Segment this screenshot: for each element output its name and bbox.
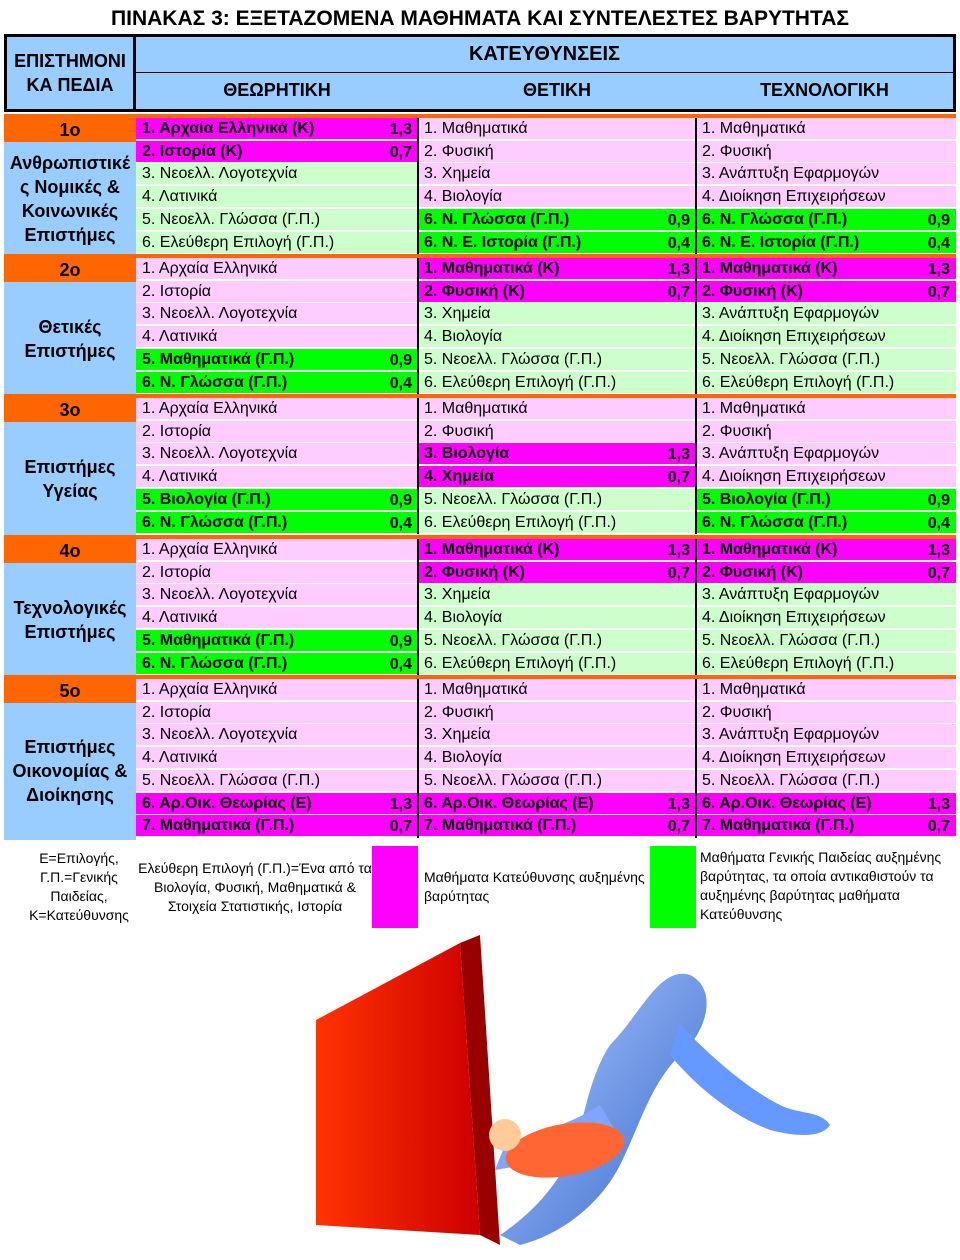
weight-coefficient: 0,9 bbox=[927, 491, 950, 509]
subject-name: 4. Διοίκηση Επιχειρήσεων bbox=[702, 468, 886, 486]
legend-green-desc: Μαθήματα Γενικής Παιδείας αυξημένης βαρύτητας, τα οποία αντικαθιστούν τα αυξημένης βαρύτητας μαθήματα Κατεύθυνσης bbox=[700, 849, 942, 922]
subject-name: 4. Βιολογία bbox=[424, 328, 503, 346]
subject-name: 6. Ν. Ε. Ιστορία (Γ.Π.) bbox=[424, 233, 582, 251]
subject-name: 2. Φυσική bbox=[424, 142, 494, 160]
subject-cell bbox=[696, 512, 956, 534]
subject-name: 1. Μαθηματικά (Κ) bbox=[424, 541, 560, 558]
subject-cell bbox=[136, 815, 418, 837]
column-header-theoretical: ΘΕΩΡΗΤΙΚΗ bbox=[136, 72, 418, 112]
subject-name: 3. Νεοελλ. Λογοτεχνία bbox=[142, 445, 298, 463]
subject-name: 1. Αρχαία Ελληνικά bbox=[142, 260, 278, 277]
subject-name: 6. Ν. Ε. Ιστορία (Γ.Π.) bbox=[702, 233, 860, 251]
weight-coefficient: 1,3 bbox=[389, 795, 412, 813]
subject-cell bbox=[696, 679, 956, 701]
subject-cell bbox=[418, 141, 696, 163]
subject-name: 4. Λατινικά bbox=[142, 609, 218, 627]
column-separator bbox=[695, 539, 697, 675]
subject-cell bbox=[136, 584, 418, 606]
subject-cell bbox=[418, 398, 696, 420]
subject-cell bbox=[418, 232, 696, 254]
section-name: Ανθρωπιστικέ ς Νομικές & Κοινωνικές Επιστήμες bbox=[9, 153, 131, 246]
legend-green-swatch bbox=[650, 846, 696, 928]
subject-name: 4. Διοίκηση Επιχειρήσεων bbox=[702, 609, 886, 627]
subject-cell bbox=[136, 349, 418, 371]
subject-cell bbox=[696, 163, 956, 185]
subject-name: 4. Λατινικά bbox=[142, 328, 218, 346]
column-header-technological: ΤΕΧΝΟΛΟΓΙΚΗ bbox=[696, 72, 956, 112]
subject-cell bbox=[696, 398, 956, 420]
subject-cell bbox=[418, 326, 696, 348]
weight-coefficient: 1,3 bbox=[667, 542, 690, 559]
weight-coefficient: 1,3 bbox=[927, 795, 950, 813]
figure-body bbox=[500, 974, 707, 1245]
subject-cell bbox=[136, 793, 418, 815]
subject-cell bbox=[696, 186, 956, 208]
subject-cell bbox=[418, 118, 696, 140]
subject-name: 2. Φυσική (Κ) bbox=[702, 563, 803, 581]
subject-cell bbox=[136, 163, 418, 185]
subject-name: 1. Μαθηματικά bbox=[702, 120, 806, 137]
subject-name: 6. Ν. Γλώσσα (Γ.Π.) bbox=[142, 513, 288, 531]
subject-name: 1. Μαθηματικά (Κ) bbox=[702, 260, 838, 277]
subject-name: 5. Νεοελλ. Γλώσσα (Γ.Π.) bbox=[702, 350, 881, 368]
weight-coefficient: 0,7 bbox=[927, 564, 950, 582]
subject-cell bbox=[418, 679, 696, 701]
subject-name: 1. Αρχαία Ελληνικά bbox=[142, 681, 278, 698]
subject-cell bbox=[136, 443, 418, 465]
subject-cell bbox=[696, 815, 956, 837]
subject-name: 6. Ελεύθερη Επιλογή (Γ.Π.) bbox=[424, 654, 617, 672]
fields-header: ΕΠΙΣΤΗΜΟΝΙ ΚΑ ΠΕΔΙΑ bbox=[4, 34, 136, 112]
subject-cell bbox=[136, 562, 418, 584]
subject-name: 6. Αρ.Οικ. Θεωρίας (Ε) bbox=[702, 794, 872, 812]
column-separator bbox=[695, 118, 697, 254]
subject-cell bbox=[696, 562, 956, 584]
subject-cell bbox=[418, 512, 696, 534]
subject-name: 5. Νεοελλ. Γλώσσα (Γ.Π.) bbox=[142, 771, 321, 789]
subject-cell bbox=[696, 630, 956, 652]
subject-cell bbox=[418, 747, 696, 769]
subject-cell bbox=[696, 584, 956, 606]
subject-name: 3. Χημεία bbox=[424, 305, 491, 323]
weight-coefficient: 1,3 bbox=[667, 795, 690, 813]
subject-cell bbox=[418, 724, 696, 746]
subject-cell bbox=[136, 512, 418, 534]
weight-coefficient: 0,4 bbox=[667, 234, 690, 252]
subject-cell bbox=[136, 303, 418, 325]
subject-name: 1. Αρχαία Ελληνικά bbox=[142, 541, 278, 558]
subject-cell bbox=[418, 702, 696, 724]
subject-cell bbox=[418, 466, 696, 488]
subject-cell bbox=[696, 466, 956, 488]
page-title: ΠΙΝΑΚΑΣ 3: ΕΞΕΤΑΖΟΜΕΝΑ ΜΑΘΗΜΑΤΑ ΚΑΙ ΣΥΝΤΕΛΕΣΤΕΣ ΒΑΡΥΤΗΤΑΣ bbox=[110, 7, 850, 30]
column-separator bbox=[417, 679, 419, 838]
subject-name: 5. Νεοελλ. Γλώσσα (Γ.Π.) bbox=[424, 771, 603, 789]
subject-cell bbox=[418, 163, 696, 185]
weight-coefficient: 0,9 bbox=[389, 491, 412, 509]
legend-abbreviations: Ε=Επιλογής, Γ.Π.=Γενικής Παιδείας, Κ=Κατεύθυνσης bbox=[29, 850, 129, 923]
subject-cell bbox=[418, 186, 696, 208]
subject-cell bbox=[696, 141, 956, 163]
subject-cell bbox=[418, 349, 696, 371]
subject-name: 2. Φυσική (Κ) bbox=[424, 563, 525, 581]
subject-name: 4. Χημεία bbox=[424, 468, 494, 486]
column-separator bbox=[695, 258, 697, 394]
subject-name: 1. Μαθηματικά (Κ) bbox=[702, 541, 838, 558]
subject-cell bbox=[696, 372, 956, 394]
subject-name: 2. Φυσική (Κ) bbox=[424, 282, 525, 300]
subject-name: 2. Φυσική bbox=[702, 422, 772, 440]
subject-cell bbox=[696, 258, 956, 280]
subject-cell bbox=[136, 326, 418, 348]
weight-coefficient: 0,4 bbox=[389, 655, 412, 673]
subject-cell bbox=[696, 607, 956, 629]
subject-name: 7. Μαθηματικά (Γ.Π.) bbox=[702, 817, 855, 835]
subject-name: 3. Νεοελλ. Λογοτεχνία bbox=[142, 726, 298, 744]
subject-name: 2. Φυσική bbox=[702, 142, 772, 160]
subject-cell bbox=[696, 770, 956, 792]
weight-coefficient: 0,7 bbox=[667, 283, 690, 301]
subject-cell bbox=[418, 489, 696, 511]
section-name: Θετικές Επιστήμες bbox=[24, 317, 116, 362]
subject-cell bbox=[696, 489, 956, 511]
subject-name: 1. Μαθηματικά bbox=[424, 400, 528, 417]
section-number: 5ο bbox=[4, 679, 136, 703]
figure-leg bbox=[670, 1025, 830, 1135]
subject-cell bbox=[136, 770, 418, 792]
subject-name: 5. Νεοελλ. Γλώσσα (Γ.Π.) bbox=[142, 210, 321, 228]
weight-coefficient: 0,9 bbox=[927, 211, 950, 229]
subject-cell bbox=[136, 141, 418, 163]
subject-cell bbox=[136, 724, 418, 746]
section-label bbox=[4, 539, 136, 677]
subject-name: 6. Ελεύθερη Επιλογή (Γ.Π.) bbox=[702, 654, 895, 672]
subject-cell bbox=[696, 793, 956, 815]
subject-name: 1. Μαθηματικά (Κ) bbox=[424, 260, 560, 277]
subject-name: 4. Λατινικά bbox=[142, 749, 218, 767]
subject-name: 6. Ν. Γλώσσα (Γ.Π.) bbox=[142, 373, 288, 391]
weight-coefficient: 1,3 bbox=[927, 542, 950, 559]
subject-cell bbox=[696, 443, 956, 465]
legend-free-choice: Ελεύθερη Επιλογή (Γ.Π.)=Ένα από τα Βιολογία, Φυσική, Μαθηματικά & Στοιχεία Στατιστικής, Ιστορία bbox=[138, 859, 372, 914]
subject-cell bbox=[136, 702, 418, 724]
subject-cell bbox=[418, 303, 696, 325]
subject-name: 3. Νεοελλ. Λογοτεχνία bbox=[142, 586, 298, 604]
subject-name: 3. Ανάπτυξη Εφαρμογών bbox=[702, 445, 880, 463]
subject-cell bbox=[418, 770, 696, 792]
weight-coefficient: 0,9 bbox=[389, 632, 412, 650]
subject-cell bbox=[418, 421, 696, 443]
weight-coefficient: 0,7 bbox=[667, 818, 690, 836]
subject-name: 2. Ιστορία (Κ) bbox=[142, 142, 243, 160]
section-label bbox=[4, 258, 136, 396]
subject-name: 1. Μαθηματικά bbox=[424, 120, 528, 137]
weight-coefficient: 0,7 bbox=[389, 818, 412, 836]
subject-cell bbox=[136, 258, 418, 280]
subject-name: 2. Φυσική bbox=[702, 703, 772, 721]
column-header-positive: ΘΕΤΙΚΗ bbox=[418, 72, 696, 112]
subject-cell bbox=[136, 186, 418, 208]
subject-name: 6. Ν. Γλώσσα (Γ.Π.) bbox=[142, 654, 288, 672]
subject-cell bbox=[696, 303, 956, 325]
section-number: 4ο bbox=[4, 539, 136, 563]
subject-cell bbox=[136, 747, 418, 769]
subject-name: 2. Φυσική bbox=[424, 703, 494, 721]
section-label bbox=[4, 398, 136, 536]
subject-cell bbox=[418, 793, 696, 815]
subject-cell bbox=[696, 118, 956, 140]
subject-cell bbox=[136, 653, 418, 675]
student-clipart bbox=[0, 935, 960, 1255]
subject-name: 3. Ανάπτυξη Εφαρμογών bbox=[702, 586, 880, 604]
subject-cell bbox=[136, 209, 418, 231]
section-label bbox=[4, 118, 136, 256]
subject-cell bbox=[418, 258, 696, 280]
subject-name: 1. Μαθηματικά bbox=[702, 400, 806, 417]
subject-name: 3. Νεοελλ. Λογοτεχνία bbox=[142, 305, 298, 323]
subject-cell bbox=[136, 679, 418, 701]
subject-name: 3. Βιολογία bbox=[424, 445, 510, 463]
section-name: Επιστήμες Υγείας bbox=[24, 457, 116, 502]
subject-name: 3. Χημεία bbox=[424, 726, 491, 744]
subject-name: 5. Μαθηματικά (Γ.Π.) bbox=[142, 350, 295, 368]
subject-cell bbox=[418, 209, 696, 231]
subject-cell bbox=[136, 232, 418, 254]
subject-name: 1. Αρχαία Ελληνικά bbox=[142, 400, 278, 417]
subject-name: 4. Λατινικά bbox=[142, 188, 218, 206]
subject-cell bbox=[696, 232, 956, 254]
subject-name: 4. Λατινικά bbox=[142, 468, 218, 486]
subject-name: 4. Διοίκηση Επιχειρήσεων bbox=[702, 749, 886, 767]
subject-name: 4. Διοίκηση Επιχειρήσεων bbox=[702, 328, 886, 346]
subject-cell bbox=[696, 747, 956, 769]
section-name: Επιστήμες Οικονομίας & Διοίκησης bbox=[12, 737, 128, 806]
subject-name: 3. Χημεία bbox=[424, 165, 491, 183]
legend-pink-swatch bbox=[372, 846, 418, 928]
subject-cell bbox=[418, 443, 696, 465]
weight-coefficient: 1,3 bbox=[667, 261, 690, 278]
section-number: 1ο bbox=[4, 118, 136, 142]
column-separator bbox=[417, 539, 419, 675]
weight-coefficient: 0,4 bbox=[389, 374, 412, 392]
subject-cell bbox=[136, 281, 418, 303]
subject-name: 7. Μαθηματικά (Γ.Π.) bbox=[424, 817, 577, 835]
subject-name: 1. Μαθηματικά bbox=[702, 681, 806, 698]
subject-cell bbox=[418, 372, 696, 394]
subject-cell bbox=[696, 539, 956, 561]
weight-coefficient: 0,7 bbox=[667, 469, 690, 487]
subject-cell bbox=[418, 607, 696, 629]
weight-coefficient: 0,4 bbox=[389, 514, 412, 532]
doorway-panel bbox=[316, 943, 480, 1235]
subject-cell bbox=[136, 421, 418, 443]
subject-cell bbox=[136, 466, 418, 488]
weight-coefficient: 1,3 bbox=[389, 121, 412, 138]
section-number: 2ο bbox=[4, 258, 136, 282]
subject-cell bbox=[418, 539, 696, 561]
weight-coefficient: 0,9 bbox=[389, 351, 412, 369]
subject-cell bbox=[696, 702, 956, 724]
subject-name: 5. Βιολογία (Γ.Π.) bbox=[142, 490, 271, 508]
subject-cell bbox=[136, 607, 418, 629]
subject-cell bbox=[418, 815, 696, 837]
subject-name: 5. Νεοελλ. Γλώσσα (Γ.Π.) bbox=[424, 631, 603, 649]
column-separator bbox=[417, 398, 419, 534]
subject-name: 3. Νεοελλ. Λογοτεχνία bbox=[142, 165, 298, 183]
column-separator bbox=[417, 258, 419, 394]
subject-name: 2. Φυσική (Κ) bbox=[702, 282, 803, 300]
subject-name: 6. Ελεύθερη Επιλογή (Γ.Π.) bbox=[424, 513, 617, 531]
subject-cell bbox=[136, 372, 418, 394]
subject-name: 1. Μαθηματικά bbox=[424, 681, 528, 698]
legend-pink-desc: Μαθήματα Κατεύθυνσης αυξημένης βαρύτητας bbox=[424, 869, 645, 904]
subject-cell bbox=[696, 326, 956, 348]
subject-name: 4. Διοίκηση Επιχειρήσεων bbox=[702, 188, 886, 206]
subject-name: 3. Ανάπτυξη Εφαρμογών bbox=[702, 165, 880, 183]
subject-name: 2. Ιστορία bbox=[142, 282, 212, 300]
subject-cell bbox=[136, 539, 418, 561]
weight-coefficient: 0,7 bbox=[927, 283, 950, 301]
subject-name: 4. Βιολογία bbox=[424, 749, 503, 767]
subject-cell bbox=[696, 209, 956, 231]
subject-cell bbox=[696, 281, 956, 303]
subject-cell bbox=[136, 398, 418, 420]
weight-coefficient: 0,9 bbox=[667, 211, 690, 229]
subject-name: 6. Ν. Γλώσσα (Γ.Π.) bbox=[702, 513, 848, 531]
subject-name: 1. Αρχαία Ελληνικά (Κ) bbox=[142, 120, 315, 137]
subject-name: 4. Βιολογία bbox=[424, 188, 503, 206]
subject-cell bbox=[418, 562, 696, 584]
weight-coefficient: 0,7 bbox=[927, 818, 950, 836]
column-separator bbox=[695, 398, 697, 534]
subject-name: 5. Νεοελλ. Γλώσσα (Γ.Π.) bbox=[702, 631, 881, 649]
section-label bbox=[4, 679, 136, 840]
subject-cell bbox=[136, 630, 418, 652]
subject-cell bbox=[136, 118, 418, 140]
figure-hand bbox=[489, 1119, 521, 1151]
subject-name: 5. Βιολογία (Γ.Π.) bbox=[702, 490, 831, 508]
subject-name: 3. Ανάπτυξη Εφαρμογών bbox=[702, 305, 880, 323]
subject-name: 7. Μαθηματικά (Γ.Π.) bbox=[142, 817, 295, 835]
section-number: 3ο bbox=[4, 398, 136, 422]
subject-cell bbox=[418, 281, 696, 303]
weight-coefficient: 1,3 bbox=[927, 261, 950, 278]
subject-name: 5. Μαθηματικά (Γ.Π.) bbox=[142, 631, 295, 649]
weight-coefficient: 0,7 bbox=[667, 564, 690, 582]
subject-cell bbox=[696, 653, 956, 675]
subject-name: 6. Ν. Γλώσσα (Γ.Π.) bbox=[702, 210, 848, 228]
subject-name: 5. Νεοελλ. Γλώσσα (Γ.Π.) bbox=[424, 350, 603, 368]
subject-cell bbox=[136, 489, 418, 511]
column-separator bbox=[417, 118, 419, 254]
weight-coefficient: 0,7 bbox=[389, 143, 412, 161]
column-separator bbox=[695, 679, 697, 838]
subject-name: 5. Νεοελλ. Γλώσσα (Γ.Π.) bbox=[702, 771, 881, 789]
weight-coefficient: 0,4 bbox=[927, 514, 950, 532]
subject-cell bbox=[696, 349, 956, 371]
subject-cell bbox=[696, 421, 956, 443]
weight-coefficient: 0,4 bbox=[927, 234, 950, 252]
subject-name: 6. Αρ.Οικ. Θεωρίας (Ε) bbox=[142, 794, 312, 812]
subject-cell bbox=[418, 653, 696, 675]
subject-name: 4. Βιολογία bbox=[424, 609, 503, 627]
subject-name: 6. Ελεύθερη Επιλογή (Γ.Π.) bbox=[702, 373, 895, 391]
section-name: Τεχνολογικές Επιστήμες bbox=[13, 598, 127, 643]
subject-name: 3. Χημεία bbox=[424, 586, 491, 604]
subject-name: 2. Φυσική bbox=[424, 422, 494, 440]
subject-name: 2. Ιστορία bbox=[142, 563, 212, 581]
weight-coefficient: 1,3 bbox=[667, 446, 690, 464]
subject-cell bbox=[418, 630, 696, 652]
subject-name: 6. Ελεύθερη Επιλογή (Γ.Π.) bbox=[142, 233, 335, 251]
subject-name: 6. Ελεύθερη Επιλογή (Γ.Π.) bbox=[424, 373, 617, 391]
subject-name: 3. Ανάπτυξη Εφαρμογών bbox=[702, 726, 880, 744]
subject-name: 5. Νεοελλ. Γλώσσα (Γ.Π.) bbox=[424, 490, 603, 508]
subject-name: 6. Ν. Γλώσσα (Γ.Π.) bbox=[424, 210, 570, 228]
directions-header: ΚΑΤΕΥΘΥΝΣΕΙΣ bbox=[136, 34, 956, 72]
subject-name: 6. Αρ.Οικ. Θεωρίας (Ε) bbox=[424, 794, 594, 812]
subject-cell bbox=[418, 584, 696, 606]
subject-cell bbox=[696, 724, 956, 746]
subject-name: 2. Ιστορία bbox=[142, 703, 212, 721]
subject-name: 2. Ιστορία bbox=[142, 422, 212, 440]
